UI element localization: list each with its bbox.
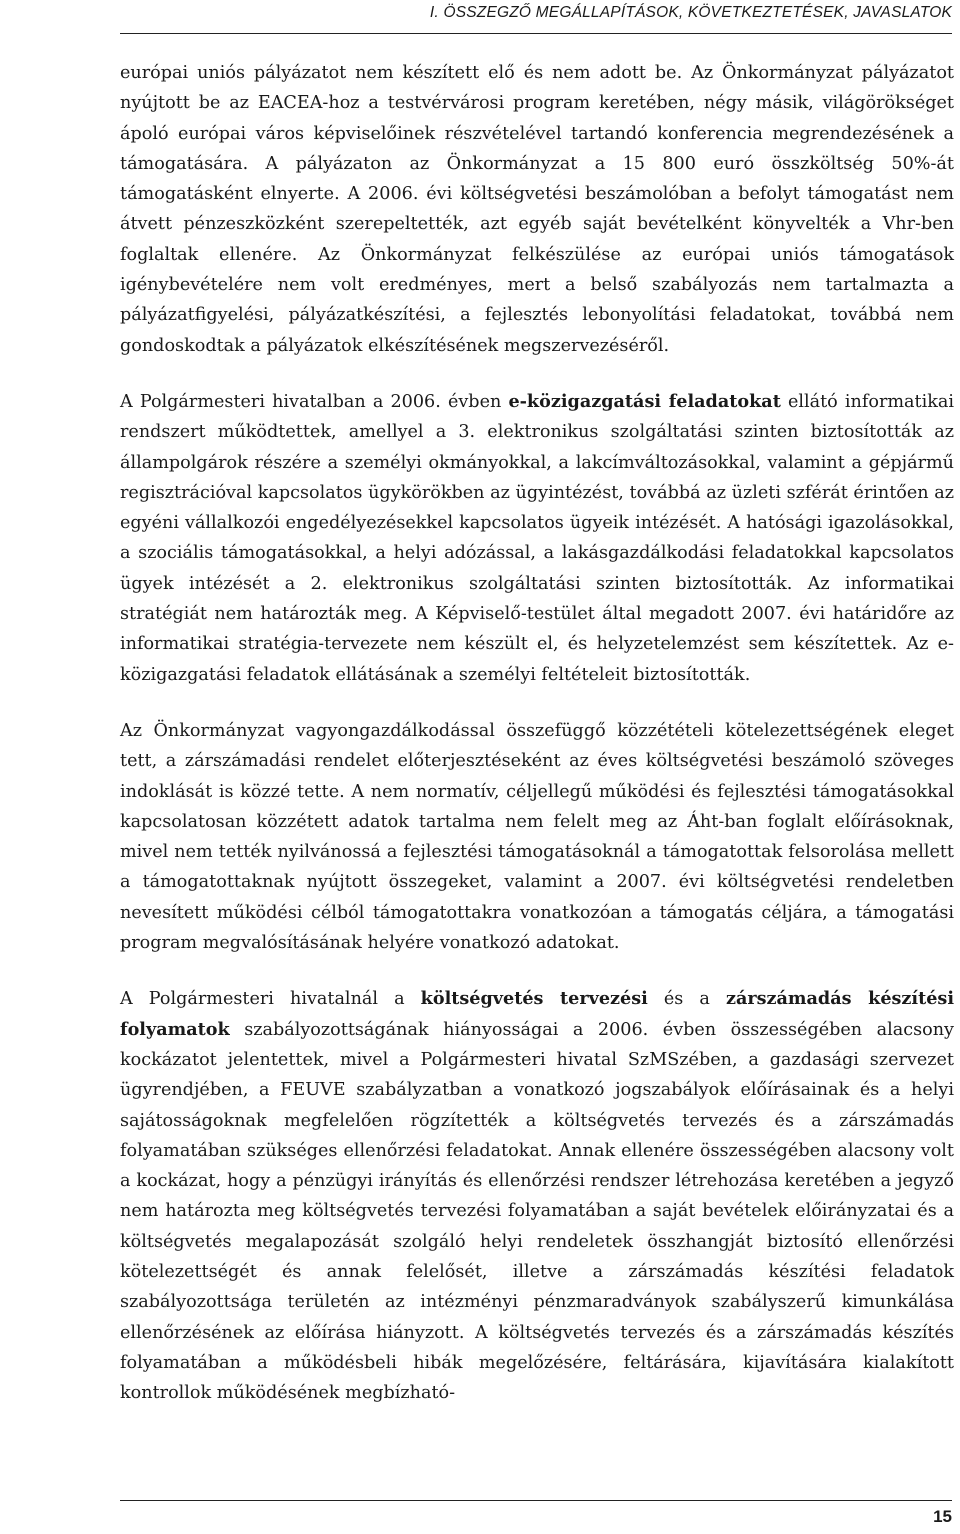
paragraph-text: ellátó informatikai rendszert működtettek, amellyel a 3. elektronikus szolgáltatási szinten biztosították az állampolgárok részére a személyi okmányokkal, a lakcímváltozásokkal, valamint a gépjármű regisztrációval kapcsolatos ügykörökben az ügyintézést, továbbá az üzleti szférát érintően az egyéni vállalkozói engedélyezésekkel kapcsolatos ügyeik intézését. A hatósági igazolásokkal, a szociális támogatásokkal, a helyi adózással, a lakásgazdálkodási feladatokkal kapcsolatos ügyek intézését a 2. elektronikus szolgáltatási szinten biztosították. Az informatikai stratégiát nem határozták meg. A Képviselő-testület által megadott 2007. évi határidőre az informatikai stratégia-tervezete nem készült el, és helyzetelemzést sem készítettek. Az e-közigazgatási feladatok ellátásának a személyi feltételeit biztosították. xyxy=(120,391,955,685)
paragraph-text: A Polgármesteri hivatalban a 2006. évben xyxy=(120,391,509,412)
footer-rule xyxy=(120,1500,952,1501)
paragraph-text: szabályozottságának hiányosságai a 2006. évben összességében alacsony kockázatot jelentettek, mivel a Polgármesteri hivatal SzMSzében, a gazdasági szervezet ügyrendjében, a FEUVE szabályzatban a vonatkozó jogszabályok előírásainak és a helyi sajátosságoknak megfelelően rögzítették a költségvetés tervezés és a zárszámadás folyamatában szükséges ellenőrzési feladatokat. Annak ellenére összességében alacsony volt a kockázat, hogy a pénzügyi irányítás és ellenőrzési rendszer létrehozása keretében a jegyző nem határozta meg költségvetés tervezési folyamatában a saját bevételek előirányzatai és a költségvetés megalapozását szolgáló helyi rendeletek összhangját biztosító ellenőrzési kötelezettségét és annak felelősét, illetve a zárszámadás készítési feladatok szabályozottsága területén az intézményi pénzmaradványok szabályszerű kimunkálása ellenőrzésének az előírása hiányzott. A költségvetés tervezés és a zárszámadás készítés folyamatában a működésbeli hibák megelőzésére, feltárására, kijavítására kialakított kontrollok működésének megbízható- xyxy=(120,1019,954,1404)
bold-term: zárszámadás készítési folyamatok xyxy=(120,988,955,1040)
paragraph-asset-disclosure: Az Önkormányzat vagyongazdálkodással összefüggő közzétételi kötelezettségének eleget tett, a zárszámadási rendelet előterjesztéseként az éves költségvetési beszámoló szöveges indoklását is közzé tette. A nem normatív, céljellegű működési és fejlesztési támogatásokkal kapcsolatosan közzétett adatok tartalma nem felelt meg az Áht-ban foglalt előírásoknak, mivel nem tették nyilvánossá a fejlesztési támogatásoknál a támogatottak felsorolása mellett a támogatottaknak nyújtott összegeket, valamint a 2007. évi költségvetési rendeletben nevesített működési célból támogatottakra vonatkozóan a támogatás céljára, a támogatási program megvalósításának helyére vonatkozó adatokat. xyxy=(120,720,954,954)
paragraph-text: A Polgármesteri hivatalnál a xyxy=(120,989,421,1010)
running-header xyxy=(0,0,960,36)
bold-term: e-közigazgatási feladatokat xyxy=(508,390,781,412)
header-rule xyxy=(120,33,952,34)
page-body xyxy=(120,58,954,1434)
page-number: 15 xyxy=(933,1507,952,1526)
paragraph-eu-grants: európai uniós pályázatot nem készített elő és nem adott be. Az Önkormányzat pályázatot nyújtott be az EACEA-hoz a testvérvárosi program keretében, négy másik, világörökséget ápoló európai város képviselőinek részvételével tartandó konferencia megrendezésének a támogatására. A pályázaton az Önkormányzat a 15 800 euró összköltség 50%-át támogatásként elnyerte. A 2006. évi költségvetési beszámolóban a befolyt támogatást nem átvett pénzeszközként szerepeltették, azt egyéb saját bevételként könyvelték a Vhr-ben foglaltak ellenére. Az Önkormányzat felkészülése az európai uniós támogatások igénybevételére nem volt eredményes, mert a belső szabályozás nem tartalmazta a pályázatfigyelési, pályázatkészítési, a fejlesztés lebonyolítási feladatokat, továbbá nem gondoskodtak a pályázatok elkészítésének megszervezéséről. xyxy=(120,63,954,356)
paragraph-e-government xyxy=(120,387,954,690)
header-title: I. ÖSSZEGZŐ MEGÁLLAPÍTÁSOK, KÖVETKEZTETÉSEK, JAVASLATOK xyxy=(429,4,952,21)
paragraph-text: és a xyxy=(647,989,726,1010)
bold-term: költségvetés tervezési xyxy=(420,988,648,1010)
paragraph-budget-planning xyxy=(120,984,954,1408)
